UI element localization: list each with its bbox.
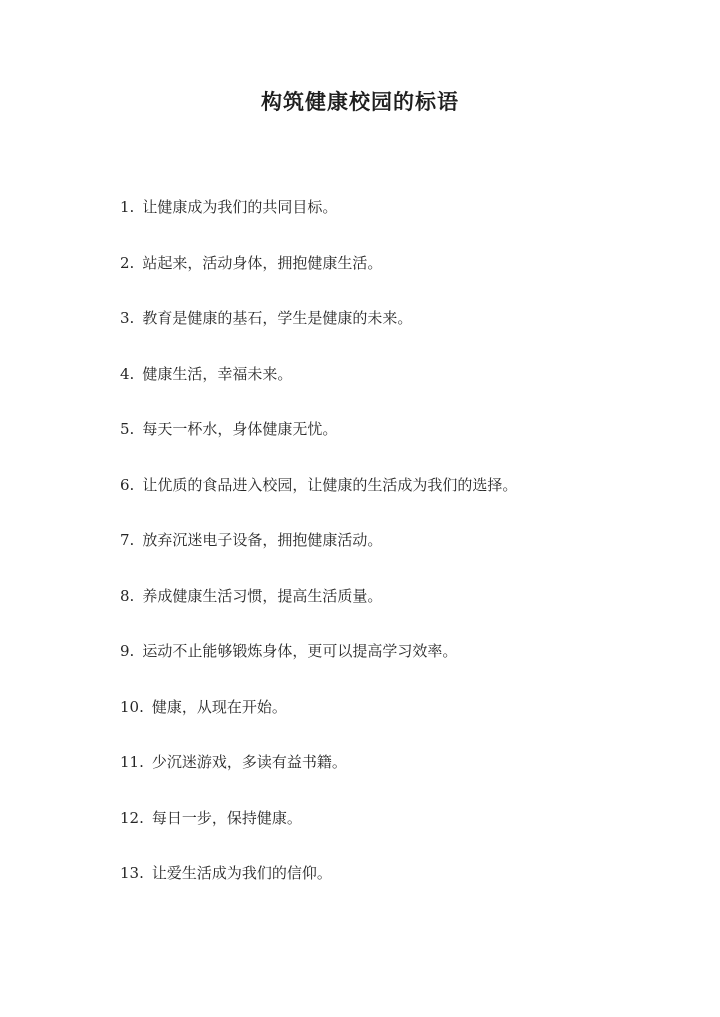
- slogan-item: [120, 252, 680, 308]
- slogan-number: 12.: [120, 808, 144, 827]
- slogan-text: 放弃沉迷电子设备，拥抱健康活动。: [142, 531, 383, 549]
- slogan-text: 站起来，活动身体，拥抱健康生活。: [142, 253, 383, 272]
- slogan-item: [120, 529, 680, 585]
- slogan-text: 让优质的食品进入校园，让健康的生活成为我们的选择。: [142, 475, 518, 494]
- slogan-number: 7.: [120, 531, 135, 549]
- slogan-item: [120, 363, 680, 419]
- slogan-item: [120, 640, 680, 696]
- slogan-number: 8.: [120, 586, 135, 605]
- slogan-item: [120, 862, 680, 918]
- slogan-number: 1.: [120, 198, 135, 216]
- slogan-text: 健康，从现在开始。: [151, 697, 287, 716]
- slogan-item: [120, 807, 680, 863]
- slogan-number: 13.: [120, 864, 144, 882]
- slogan-text: 少沉迷游戏，多读有益书籍。: [151, 753, 347, 771]
- slogan-item: [120, 474, 680, 530]
- slogan-text: 养成健康生活习惯，提高生活质量。: [142, 586, 383, 605]
- slogan-text: 让健康成为我们的共同目标。: [142, 198, 338, 216]
- slogan-item: [120, 196, 680, 252]
- slogan-text: 让爱生活成为我们的信仰。: [151, 864, 332, 882]
- slogan-text: 教育是健康的基石，学生是健康的未来。: [142, 309, 413, 327]
- slogan-number: 9.: [120, 642, 135, 660]
- slogan-number: 6.: [120, 475, 135, 494]
- slogan-number: 10.: [120, 697, 144, 716]
- slogan-number: 11.: [120, 753, 144, 771]
- slogan-number: 3.: [120, 309, 135, 327]
- slogan-text: 每日一步，保持健康。: [151, 808, 302, 827]
- slogan-item: [120, 696, 680, 752]
- slogan-list: [120, 196, 680, 918]
- slogan-item: [120, 307, 680, 363]
- slogan-text: 健康生活，幸福未来。: [142, 364, 293, 383]
- slogan-item: [120, 585, 680, 641]
- slogan-item: [120, 418, 680, 474]
- slogan-number: 5.: [120, 420, 135, 438]
- slogan-text: 运动不止能够锻炼身体，更可以提高学习效率。: [142, 642, 458, 660]
- slogan-text: 每天一杯水，身体健康无忧。: [142, 420, 338, 438]
- slogan-number: 2.: [120, 253, 135, 272]
- document-title: 构筑健康校园的标语: [261, 89, 459, 114]
- slogan-item: [120, 751, 680, 807]
- slogan-number: 4.: [120, 364, 135, 383]
